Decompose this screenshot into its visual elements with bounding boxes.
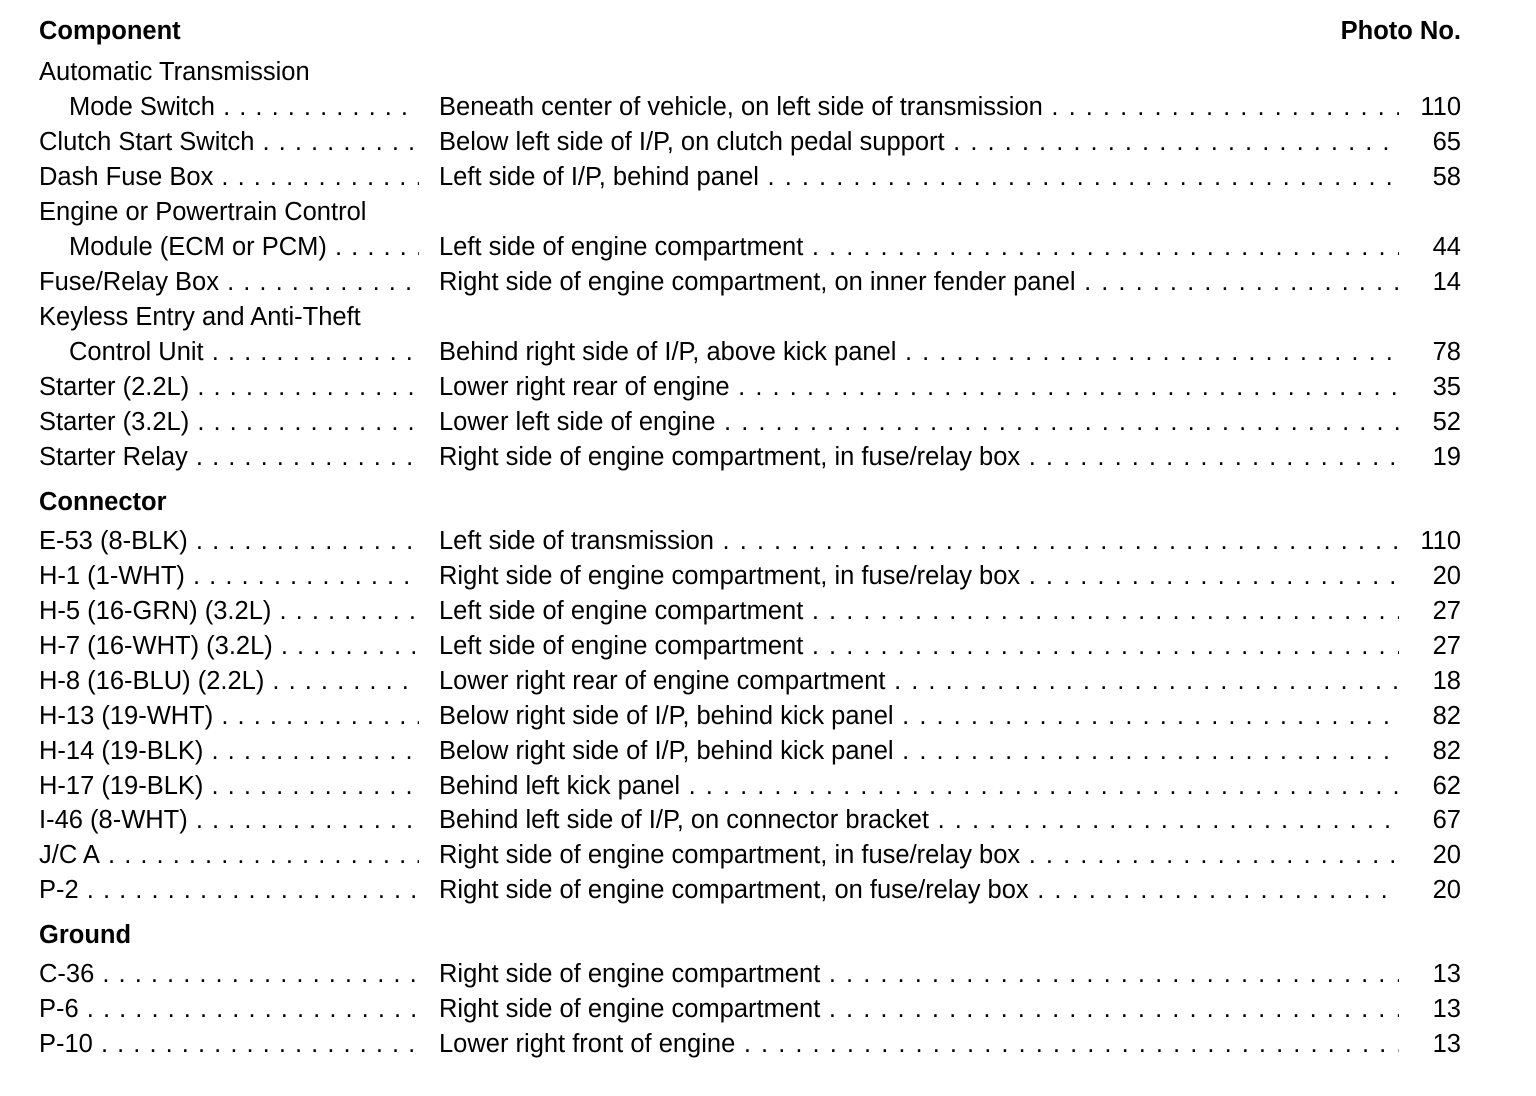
component-name: Starter (2.2L) . . .: [39, 370, 419, 405]
component-name: Starter Relay . . .: [39, 440, 419, 475]
ground-photo-number: 13: [1432, 960, 1461, 988]
ground-row: [39, 1027, 1461, 1062]
component-name: Starter (3.2L) . . .: [39, 405, 419, 440]
component-row: [39, 440, 1461, 475]
connector-row: [39, 594, 1461, 629]
connector-row: [39, 769, 1461, 804]
connector-name: H-13 (19-WHT) . . .: [39, 699, 419, 734]
component-photo-number: 52: [1432, 408, 1461, 436]
connector-photo-number: 18: [1432, 667, 1461, 695]
ground-name: P-6 . . .: [39, 992, 419, 1027]
connector-name: H-17 (19-BLK) . . .: [39, 769, 419, 804]
connector-name: H-14 (19-BLK) . . .: [39, 734, 419, 769]
ground-location: Lower right front of engine . . .: [439, 1027, 1399, 1062]
ground-header: Ground: [39, 921, 132, 949]
connector-photo-number: 67: [1432, 806, 1461, 834]
component-photo-number: 65: [1432, 128, 1461, 156]
connector-name: P-2 . . .: [39, 873, 419, 908]
component-location: Below left side of I/P, on clutch pedal support . . .: [439, 125, 1399, 160]
connector-photo-number: 82: [1432, 702, 1461, 730]
connector-row: [39, 734, 1461, 769]
connector-row: [39, 803, 1461, 838]
connector-location: Below right side of I/P, behind kick panel . . .: [439, 734, 1399, 769]
locator-index-page: [39, 0, 1461, 1096]
ground-photo-number: 13: [1432, 995, 1461, 1023]
component-location: Behind right side of I/P, above kick panel . . .: [439, 335, 1399, 370]
component-photo-number: 58: [1432, 163, 1461, 191]
component-location: Lower left side of engine . . .: [439, 405, 1399, 440]
connector-location: Right side of engine compartment, on fuse/relay box . . .: [439, 873, 1399, 908]
ground-location: Right side of engine compartment . . .: [439, 992, 1399, 1027]
ground-header-row: [39, 921, 1461, 955]
connector-row: [39, 873, 1461, 908]
connector-location: Behind left kick panel . . .: [439, 769, 1399, 804]
connector-header-row: [39, 488, 1461, 522]
component-row: [39, 370, 1461, 405]
photo-number-header: Photo No.: [1340, 17, 1461, 45]
connector-name: H-7 (16-WHT) (3.2L) . . .: [39, 629, 419, 664]
connector-location: Left side of engine compartment . . .: [439, 594, 1399, 629]
component-header: Component: [39, 17, 181, 45]
connector-name: H-8 (16-BLU) (2.2L) . . .: [39, 664, 419, 699]
component-row: [39, 335, 1461, 370]
connector-name: J/C A . . .: [39, 838, 419, 873]
component-location: Right side of engine compartment, in fuse/relay box . . .: [439, 440, 1399, 475]
connector-row: [39, 838, 1461, 873]
component-photo-number: 110: [1420, 93, 1461, 121]
component-name: Module (ECM or PCM) . . .: [69, 230, 419, 265]
component-row: [39, 265, 1461, 300]
component-header-row: [39, 17, 1461, 51]
component-location: Beneath center of vehicle, on left side of transmission . . .: [439, 90, 1399, 125]
connector-row: [39, 699, 1461, 734]
ground-name: P-10 . . .: [39, 1027, 419, 1062]
connector-location: Right side of engine compartment, in fuse/relay box . . .: [439, 559, 1399, 594]
component-name: Fuse/Relay Box . . .: [39, 265, 419, 300]
connector-row: [39, 629, 1461, 664]
connector-name: I-46 (8-WHT) . . .: [39, 803, 419, 838]
connector-photo-number: 20: [1432, 841, 1461, 869]
connector-location: Below right side of I/P, behind kick panel . . .: [439, 699, 1399, 734]
component-row: [39, 125, 1461, 160]
ground-name: C-36 . . .: [39, 957, 419, 992]
connector-photo-number: 82: [1432, 737, 1461, 765]
component-name: Keyless Entry and Anti-Theft: [39, 303, 361, 331]
connector-location: Lower right rear of engine compartment . . .: [439, 664, 1399, 699]
connector-photo-number: 20: [1432, 562, 1461, 590]
component-row-continued: [39, 55, 1461, 90]
component-name: Automatic Transmission: [39, 58, 310, 86]
component-location: Left side of engine compartment . . .: [439, 230, 1399, 265]
connector-row: [39, 559, 1461, 594]
component-photo-number: 14: [1432, 268, 1461, 296]
connector-row: [39, 664, 1461, 699]
connector-location: Left side of transmission . . .: [439, 524, 1399, 559]
ground-location: Right side of engine compartment . . .: [439, 957, 1399, 992]
ground-photo-number: 13: [1432, 1030, 1461, 1058]
connector-photo-number: 27: [1432, 597, 1461, 625]
component-photo-number: 19: [1432, 443, 1461, 471]
component-photo-number: 35: [1432, 373, 1461, 401]
component-name: Control Unit . . .: [69, 335, 419, 370]
connector-header: Connector: [39, 488, 167, 516]
connector-row: [39, 524, 1461, 559]
component-name: Mode Switch . . .: [69, 90, 419, 125]
component-photo-number: 44: [1432, 233, 1461, 261]
connector-location: Behind left side of I/P, on connector bracket . . .: [439, 803, 1399, 838]
ground-row: [39, 992, 1461, 1027]
component-row: [39, 160, 1461, 195]
component-row: [39, 405, 1461, 440]
component-name: Engine or Powertrain Control: [39, 198, 367, 226]
component-location: Left side of I/P, behind panel . . .: [439, 160, 1399, 195]
component-row-continued: [39, 195, 1461, 230]
connector-photo-number: 110: [1420, 527, 1461, 555]
component-row: [39, 90, 1461, 125]
component-row: [39, 230, 1461, 265]
ground-row: [39, 957, 1461, 992]
connector-name: H-1 (1-WHT) . . .: [39, 559, 419, 594]
connector-photo-number: 62: [1432, 772, 1461, 800]
connector-location: Left side of engine compartment . . .: [439, 629, 1399, 664]
connector-name: H-5 (16-GRN) (3.2L) . . .: [39, 594, 419, 629]
connector-photo-number: 20: [1432, 876, 1461, 904]
connector-name: E-53 (8-BLK) . . .: [39, 524, 419, 559]
component-location: Lower right rear of engine . . .: [439, 370, 1399, 405]
component-row-continued: [39, 300, 1461, 335]
connector-photo-number: 27: [1432, 632, 1461, 660]
connector-location: Right side of engine compartment, in fuse/relay box . . .: [439, 838, 1399, 873]
component-photo-number: 78: [1432, 338, 1461, 366]
component-name: Dash Fuse Box . . .: [39, 160, 419, 195]
component-location: Right side of engine compartment, on inner fender panel . . .: [439, 265, 1399, 300]
component-name: Clutch Start Switch . . .: [39, 125, 419, 160]
